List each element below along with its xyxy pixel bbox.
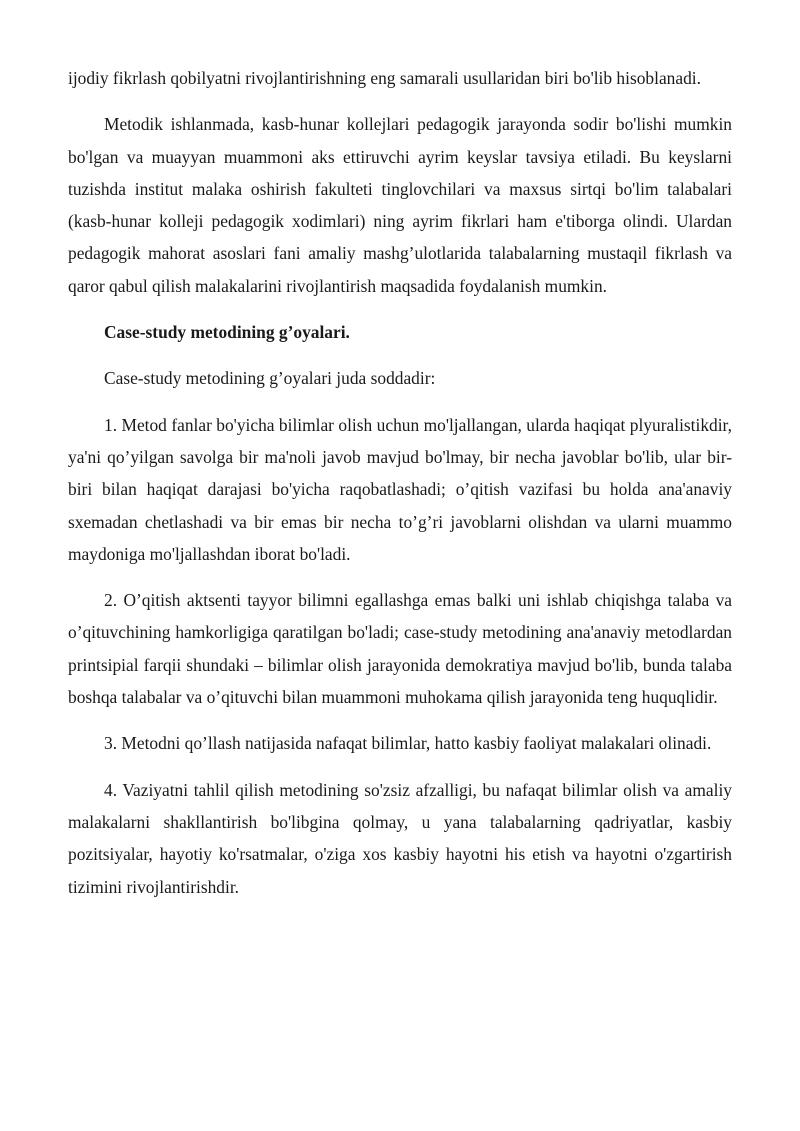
list-item-4: 4. Vaziyatni tahlil qilish metodining so'zsiz afzalligi, bu nafaqat bilimlar olish va amaliy malakalarni shakllantirish bo'libgina qolmay, u yana talabalarning qadriyatlar, kasbiy pozitsiyalar, hayotiy ko'rsatmalar, o'ziga xos kasbiy hayotni his etish va hayotni o'zgartirish tizimini rivojlantirishdir.	[68, 779, 732, 897]
list-item-3: 3. Metodni qo’llash natijasida nafaqat bilimlar, hatto kasbiy faoliyat malakalari olinadi.	[104, 733, 712, 754]
list-item-1: 1. Metod fanlar bo'yicha bilimlar olish uchun mo'ljallangan, ularda haqiqat plyuralistikdir, ya'ni qo’yilgan savolga bir ma'noli javob mavjud bo'lmay, bir necha javoblar bo'lib, ular bir-biri bilan haqiqat darajasi bo'yicha raqobatlashadi; o’qitish vazifasi bu holda ana'anaviy sxemadan chetlashadi va bir emas bir necha to’g’ri javoblarni olishdan va ularni muammo maydoniga mo'ljallashdan iborat bo'ladi.	[68, 414, 732, 564]
document-page	[68, 62, 732, 917]
section-heading: Case-study metodining g’oyalari.	[104, 322, 350, 343]
paragraph-methodical-intro: Metodik ishlanmada, kasb-hunar kollejlari pedagogik jarayonda sodir bo'lishi mumkin bo'lgan va muayyan muammoni aks ettiruvchi ayrim keyslar tavsiya etiladi. Bu keyslarni tuzishda institut malaka oshirish fakulteti tinglovchilari va maxsus sirtqi bo'lim talabalari (kasb-hunar kolleji pedagogik xodimlari) ning ayrim fikrlari ham e'tiborga olindi. Ulardan pedagogik mahorat asoslari fani amaliy mashg’ulotlarida talabalarning mustaqil fikrlash va qaror qabul qilish malakalarini rivojlantirish maqsadida foydalanish mumkin.	[68, 114, 732, 296]
paragraph-ideas-intro: Case-study metodining g’oyalari juda soddadir:	[104, 368, 436, 389]
list-item-2: 2. O’qitish aktsenti tayyor bilimni egallashga emas balki uni ishlab chiqishga talaba va o’qituvchining hamkorligiga qaratilgan bo'ladi; case-study metodining ana'anaviy metodlardan printsipial farqii shundaki – bilimlar olish jarayonida demokratiya mavjud bo'lib, bunda talaba boshqa talabalar va o’qituvchi bilan muammoni muhokama qilish jarayonida teng huquqlidir.	[68, 590, 732, 708]
paragraph-continuation: ijodiy fikrlash qobilyatni rivojlantirishning eng samarali usullaridan biri bo'lib hisoblanadi.	[68, 68, 701, 88]
